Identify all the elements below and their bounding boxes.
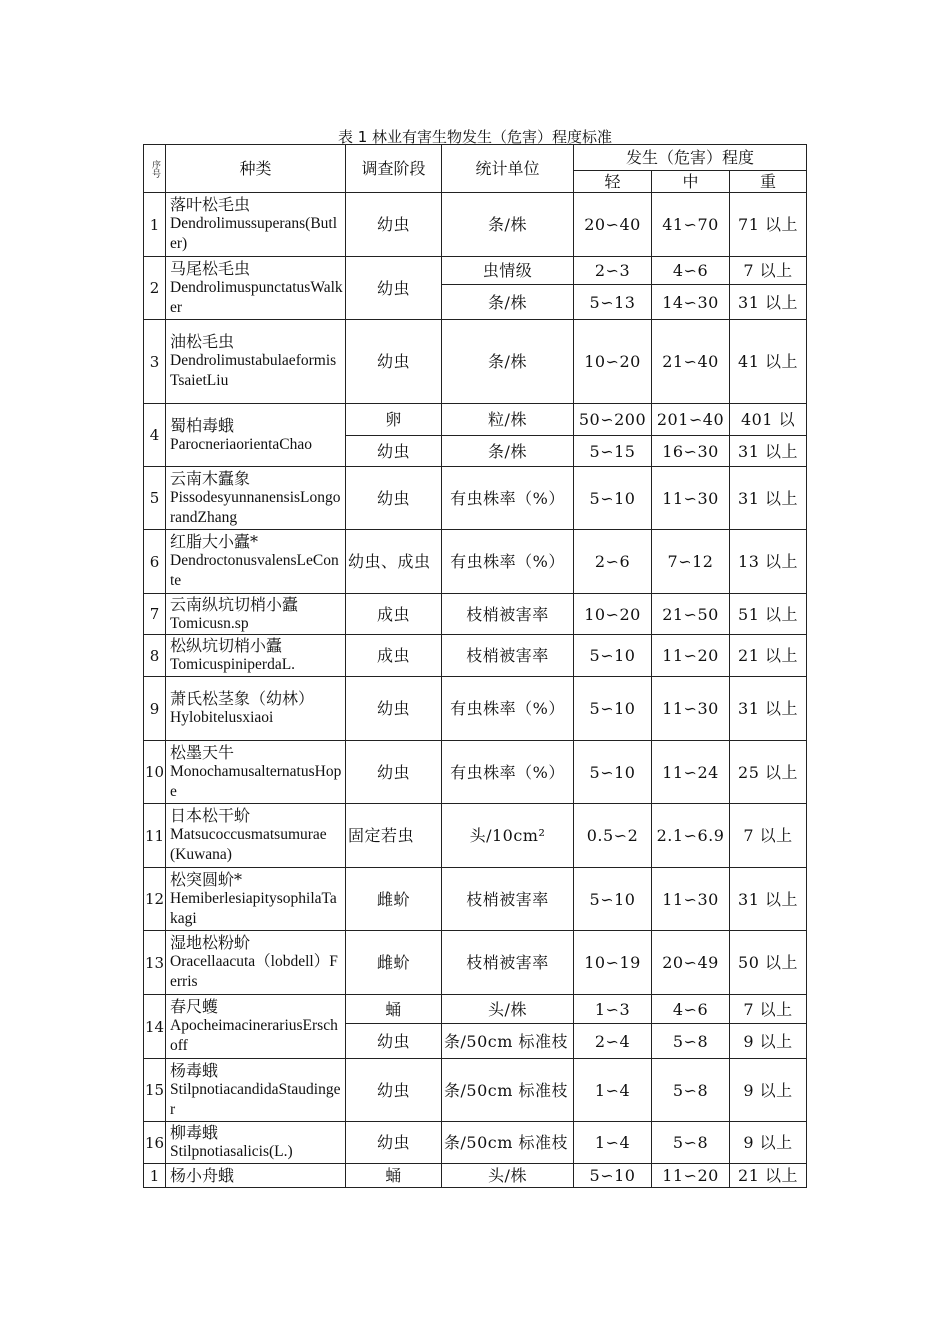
species-cell [166,404,346,467]
light-cell: 2∽3 [574,257,652,285]
species-scientific-name: DendrolimuspunctatusWalker [170,278,343,316]
species-scientific-name: DendrolimustabulaeformisTsaietLiu [170,352,337,389]
table-row [144,931,807,995]
unit-cell: 头/株 [442,995,574,1024]
light-cell: 10∽19 [574,931,652,995]
species-cell [166,741,346,804]
species-cell [166,804,346,868]
heavy-cell: 31 以上 [730,677,807,741]
header-medium: 中 [652,171,730,193]
species-scientific-name: StilpnotiacandidaStaudinger [170,1080,341,1118]
species-scientific-name: Oracellaacuta（lobdell）Ferris [170,953,338,990]
stage-cell: 幼虫 [346,467,442,530]
species-chinese-name: 松纵坑切梢小蠹 [170,636,283,655]
species-chinese-name: 杨小舟蛾 [170,1166,235,1185]
species-cell [166,193,346,257]
species-cell [166,868,346,931]
pest-severity-table [143,144,807,1188]
stage-cell: 幼虫 [346,741,442,804]
table-row [144,193,807,257]
stage-cell: 幼虫 [346,1122,442,1164]
unit-cell: 虫情级 [442,257,574,285]
unit-cell: 有虫株率（%） [442,677,574,741]
row-number: 14 [144,995,166,1059]
heavy-cell: 31 以上 [730,467,807,530]
row-number: 8 [144,635,166,677]
medium-cell: 21∽40 [652,320,730,404]
medium-cell: 14∽30 [652,285,730,320]
medium-cell: 7∽12 [652,530,730,594]
stage-cell: 雌蚧 [346,931,442,995]
light-cell: 5∽10 [574,467,652,530]
medium-cell: 11∽30 [652,868,730,931]
stage-cell: 成虫 [346,635,442,677]
row-number: 1 [144,1164,166,1188]
table-row [144,635,807,677]
table-row [144,257,807,285]
medium-cell: 201∽40 [652,404,730,436]
table-row [144,1122,807,1164]
heavy-cell: 25 以上 [730,741,807,804]
species-chinese-name: 云南木蠹象 [170,468,251,488]
header-light: 轻 [574,171,652,193]
light-cell: 1∽3 [574,995,652,1024]
table-row [144,868,807,931]
heavy-cell: 50 以上 [730,931,807,995]
stage-cell: 幼虫 [346,193,442,257]
light-cell: 10∽20 [574,320,652,404]
heavy-cell: 13 以上 [730,530,807,594]
unit-cell: 枝梢被害率 [442,594,574,635]
heavy-cell: 31 以上 [730,285,807,320]
medium-cell: 11∽20 [652,1164,730,1188]
medium-cell: 5∽8 [652,1059,730,1122]
heavy-cell: 7 以上 [730,804,807,868]
species-cell [166,1122,346,1164]
light-cell: 5∽10 [574,677,652,741]
species-scientific-name: DendroctonusvalensLeConte [170,552,339,589]
light-cell: 1∽4 [574,1122,652,1164]
light-cell: 5∽13 [574,285,652,320]
species-cell [166,257,346,320]
light-cell: 2∽4 [574,1024,652,1059]
table-row [144,594,807,635]
row-number: 16 [144,1122,166,1164]
species-cell [166,320,346,404]
unit-cell: 粒/株 [442,404,574,436]
medium-cell: 4∽6 [652,995,730,1024]
species-cell [166,1059,346,1122]
species-cell [166,467,346,530]
species-chinese-name: 蜀柏毒蛾 [170,415,235,435]
stage-cell: 蛹 [346,995,442,1024]
stage-cell: 固定若虫 [346,804,442,868]
unit-cell: 条/50cm 标准枝 [442,1122,574,1164]
row-number: 4 [144,404,166,467]
species-chinese-name: 云南纵坑切梢小蠹 [170,594,299,614]
heavy-cell: 401 以 [730,404,807,436]
unit-cell: 有虫株率（%） [442,467,574,530]
medium-cell: 2.1∽6.9 [652,804,730,868]
unit-cell: 枝梢被害率 [442,635,574,677]
row-number: 7 [144,594,166,635]
unit-cell: 条/株 [442,320,574,404]
medium-cell: 21∽50 [652,594,730,635]
heavy-cell: 21 以上 [730,635,807,677]
species-scientific-name: Tomicusn.sp [170,614,249,632]
stage-cell: 成虫 [346,594,442,635]
light-cell: 2∽6 [574,530,652,594]
unit-cell: 条/株 [442,436,574,467]
light-cell: 5∽10 [574,1164,652,1188]
table-row [144,677,807,741]
table-row [144,530,807,594]
table-row [144,467,807,530]
row-number: 9 [144,677,166,741]
row-number: 15 [144,1059,166,1122]
medium-cell: 5∽8 [652,1024,730,1059]
species-chinese-name: 杨毒蛾 [170,1060,219,1080]
table-row [144,804,807,868]
table-row [144,741,807,804]
unit-cell: 有虫株率（%） [442,741,574,804]
species-chinese-name: 松墨天牛 [170,742,235,762]
stage-cell: 幼虫 [346,436,442,467]
light-cell: 1∽4 [574,1059,652,1122]
medium-cell: 20∽49 [652,931,730,995]
species-scientific-name: TomicuspiniperdaL. [170,656,296,673]
row-number: 2 [144,257,166,320]
species-cell [166,995,346,1059]
heavy-cell: 21 以上 [730,1164,807,1188]
row-number: 1 [144,193,166,257]
medium-cell: 41∽70 [652,193,730,257]
light-cell: 5∽10 [574,741,652,804]
heavy-cell: 7 以上 [730,257,807,285]
species-scientific-name: ApocheimacinerariusErschoff [170,1017,338,1054]
heavy-cell: 9 以上 [730,1024,807,1059]
stage-cell: 幼虫 [346,677,442,741]
header-unit: 统计单位 [442,145,574,193]
row-number: 11 [144,804,166,868]
species-cell [166,1164,346,1188]
light-cell: 10∽20 [574,594,652,635]
unit-cell: 枝梢被害率 [442,931,574,995]
species-cell [166,931,346,995]
light-cell: 5∽10 [574,635,652,677]
header-species: 种类 [166,145,346,193]
table-row [144,1164,807,1188]
species-chinese-name: 日本松干蚧 [170,806,251,825]
heavy-cell: 31 以上 [730,436,807,467]
unit-cell: 头/10cm² [442,804,574,868]
header-row [144,145,807,171]
heavy-cell: 9 以上 [730,1122,807,1164]
light-cell: 20∽40 [574,193,652,257]
species-cell [166,530,346,594]
heavy-cell: 71 以上 [730,193,807,257]
species-scientific-name: MonochamusalternatusHope [170,762,342,800]
table-row [144,320,807,404]
unit-cell: 有虫株率（%） [442,530,574,594]
row-number: 3 [144,320,166,404]
species-scientific-name: Matsucoccusmatsumurae(Kuwana) [170,826,327,863]
species-scientific-name: Stilpnotiasalicis(L.) [170,1143,293,1160]
table-row [144,995,807,1024]
row-number: 10 [144,741,166,804]
species-scientific-name: PissodesyunnanensisLongorandZhang [170,488,341,526]
heavy-cell: 31 以上 [730,868,807,931]
table-row [144,1059,807,1122]
heavy-cell: 41 以上 [730,320,807,404]
header-no: 序号 [144,145,166,193]
medium-cell: 11∽24 [652,741,730,804]
light-cell: 0.5∽2 [574,804,652,868]
unit-cell: 条/50cm 标准枝 [442,1024,574,1059]
stage-cell: 卵 [346,404,442,436]
row-number: 6 [144,530,166,594]
medium-cell: 16∽30 [652,436,730,467]
table-title: 表 1 林业有害生物发生（危害）程度标准 [337,128,613,146]
row-number: 13 [144,931,166,995]
unit-cell: 枝梢被害率 [442,868,574,931]
header-degree: 发生（危害）程度 [574,145,807,171]
header-stage: 调查阶段 [346,145,442,193]
stage-cell: 幼虫 [346,320,442,404]
species-scientific-name: ParocneriaorientaChao [170,435,313,453]
unit-cell: 条/50cm 标准枝 [442,1059,574,1122]
row-number: 12 [144,868,166,931]
species-scientific-name: Hylobitelusxiaoi [170,709,274,726]
species-chinese-name: 柳毒蛾 [170,1123,219,1142]
unit-cell: 头/株 [442,1164,574,1188]
stage-cell: 幼虫 [346,1024,442,1059]
stage-cell: 蛹 [346,1164,442,1188]
species-cell [166,594,346,635]
unit-cell: 条/株 [442,193,574,257]
species-chinese-name: 油松毛虫 [170,332,235,351]
medium-cell: 11∽30 [652,677,730,741]
species-scientific-name: HemiberlesiapitysophilaTakagi [170,889,337,927]
species-chinese-name: 马尾松毛虫 [170,258,251,278]
species-chinese-name: 湿地松粉蚧 [170,933,251,952]
medium-cell: 4∽6 [652,257,730,285]
medium-cell: 11∽30 [652,467,730,530]
species-scientific-name: Dendrolimussuperans(Butler) [170,215,338,252]
stage-cell: 幼虫 [346,1059,442,1122]
species-chinese-name: 松突圆蚧* [170,869,243,889]
unit-cell: 条/株 [442,285,574,320]
species-cell [166,677,346,741]
stage-cell: 幼虫、成虫 [346,530,442,594]
header-heavy: 重 [730,171,807,193]
species-cell [166,635,346,677]
light-cell: 50∽200 [574,404,652,436]
species-chinese-name: 萧氏松茎象（幼林） [170,689,315,708]
heavy-cell: 7 以上 [730,995,807,1024]
species-chinese-name: 春尺蠖 [170,997,219,1016]
species-chinese-name: 红脂大小蠹* [170,532,259,551]
species-chinese-name: 落叶松毛虫 [170,195,251,214]
light-cell: 5∽15 [574,436,652,467]
row-number: 5 [144,467,166,530]
table-row [144,404,807,436]
stage-cell: 幼虫 [346,257,442,320]
medium-cell: 11∽20 [652,635,730,677]
medium-cell: 5∽8 [652,1122,730,1164]
light-cell: 5∽10 [574,868,652,931]
heavy-cell: 51 以上 [730,594,807,635]
stage-cell: 雌蚧 [346,868,442,931]
heavy-cell: 9 以上 [730,1059,807,1122]
